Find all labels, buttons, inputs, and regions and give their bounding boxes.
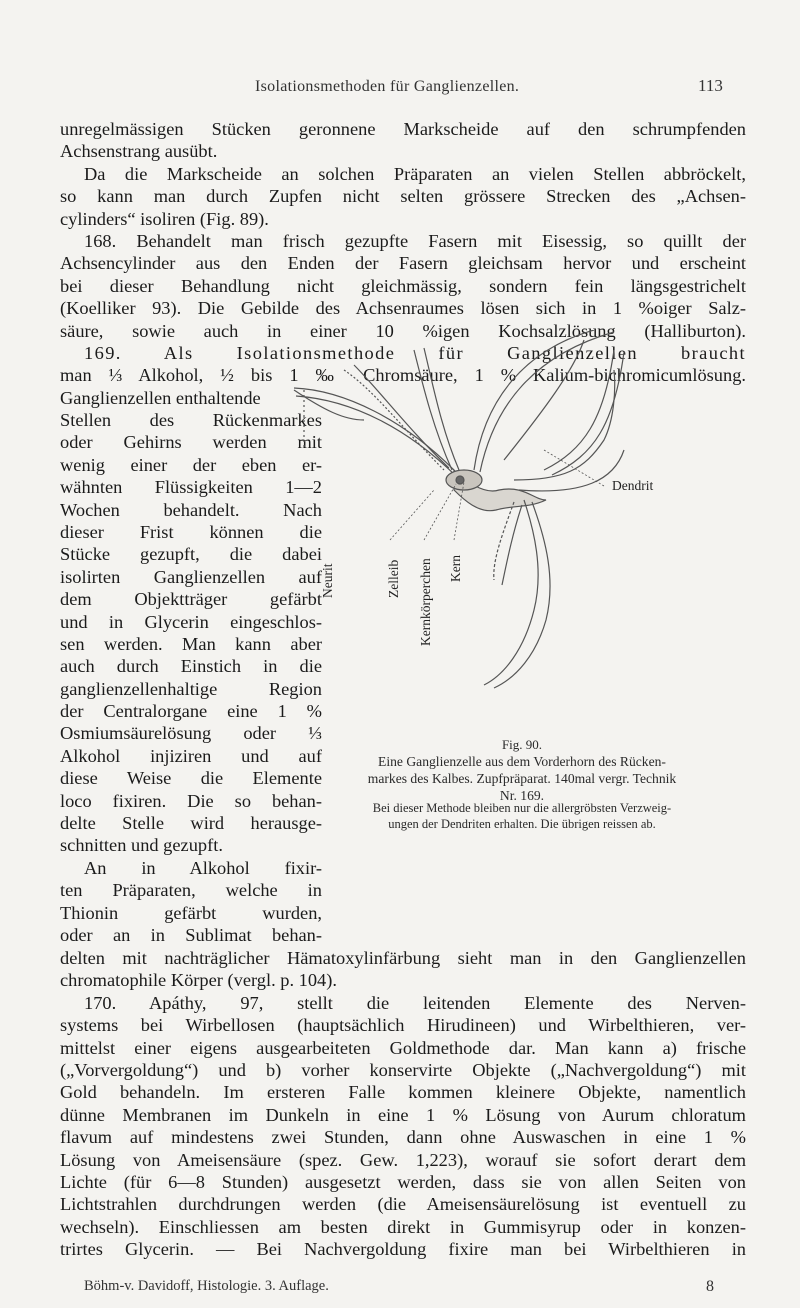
text-line: Ganglienzellen enthaltende (60, 387, 261, 408)
text-line: („Vorvergoldung“) und b) vorher konservirte Objekte („Nachvergoldung“) mit (60, 1059, 746, 1080)
text-line: cylinders“ isoliren (Fig. 89). (60, 208, 269, 229)
text-line: bei dieser Behandlung nicht gleichmässig, sondern fein längsgestrichelt (60, 275, 746, 296)
caption-line: Eine Ganglienzelle aus dem Vorderhorn des Rücken- (378, 754, 666, 769)
text-line: isolirten Ganglienzellen auf (60, 566, 322, 587)
ganglion-cell-drawing (284, 330, 754, 690)
column-text-block (60, 409, 322, 946)
label-zelleib: Zelleib (386, 559, 401, 598)
text-line: 170. Apáthy, 97, stellt die leitenden Elemente des Nerven- (84, 992, 746, 1013)
figure-number: Fig. 90. (501, 737, 543, 752)
label-dendrit: Dendrit (612, 478, 654, 493)
text-line: und in Glycerin eingeschlos- (60, 611, 322, 632)
text-line: diese Weise die Elemente (60, 768, 322, 789)
text-line: Achsencylinder aus den Enden der Fasern gleichsam hervor und erscheint (60, 253, 746, 274)
ganglion-cell-figure (284, 330, 754, 690)
text-line: 168. Behandelt man frisch gezupfte Fasern mit Eisessig, so quillt der (84, 230, 746, 251)
text-line: auch durch Einstich in die (60, 656, 322, 677)
label-kernkoerperchen: Kernkörperchen (418, 558, 433, 646)
text-line: mittelst einer eigens ausgearbeiteten Goldmethode dar. Man kann a) frische (60, 1037, 746, 1058)
text-line: oder Gehirns werden mit (60, 432, 322, 453)
text-line: der Centralorgane eine 1 % (60, 701, 322, 722)
text-line: Alkohol injiziren und auf (60, 745, 322, 766)
text-line: dieser Frist können die (60, 521, 322, 542)
figure-note (322, 800, 722, 832)
running-title: Isolationsmethoden für Ganglienzellen. (255, 78, 520, 95)
text-line: loco fixiren. Die so behan- (60, 790, 322, 811)
lower-text-block (60, 947, 746, 1260)
text-line: Wochen behandelt. Nach (60, 499, 322, 520)
text-line: Stücke gezupft, die dabei (60, 544, 322, 565)
text-line: säure, sowie auch in einer 10 %igen Kochsalzlösung (Halliburton). (60, 320, 746, 341)
text-line: Stellen des Rückenmarkes (60, 410, 322, 430)
label-kern: Kern (448, 555, 463, 582)
text-line: Lösung von Ameisensäure (spez. Gew. 1,223), worauf sie sofort derart dem (60, 1149, 746, 1170)
text-line: Osmiumsäurelösung oder ⅓ (60, 723, 322, 744)
text-line: wechseln). Einschliessen am besten direkt in Gummisyrup oder in konzen- (60, 1216, 746, 1237)
page-footer (84, 1278, 714, 1295)
text-line: systems bei Wirbellosen (hauptsächlich Hirudineen) und Wirbelthieren, ver- (60, 1015, 746, 1036)
text-line: wenig einer der eben er- (60, 454, 322, 475)
text-line: man ⅓ Alkohol, ½ bis 1 ‰ Chromsäure, 1 % Kalium-bichromicumlösung. (60, 365, 746, 386)
signature-mark: 8 (706, 1278, 714, 1295)
caption-line: markes des Kalbes. Zupfpräparat. 140mal vergr. Technik (367, 771, 677, 786)
caption-line: Nr. 169. (499, 788, 545, 803)
text-line: ten Präparaten, welche in (60, 880, 322, 901)
text-line: schnitten und gezupft. (60, 835, 223, 856)
note-line: ungen der Dendriten erhalten. Die übrigen reissen ab. (388, 817, 656, 831)
text-line: Lichte (für 6—8 Stunden) ausgesetzt werden, dass sie von allen Seiten von (60, 1171, 746, 1192)
text-line: unregelmässigen Stücken geronnene Markscheide auf den schrumpfenden (60, 119, 746, 139)
text-line: (Koelliker 93). Die Gebilde des Achsenraumes lösen sich in 1 %oiger Salz- (60, 298, 746, 319)
text-line: Gold behandeln. Im ersteren Falle kommen kleinere Objekte, namentlich (60, 1082, 746, 1103)
text-line: Achsenstrang ausübt. (60, 141, 218, 162)
text-line: trirtes Glycerin. — Bei Nachvergoldung fixire man bei Wirbelthieren in (60, 1239, 746, 1260)
text-line: dem Objektträger gefärbt (60, 589, 322, 610)
note-line: Bei dieser Methode bleiben nur die allergröbsten Verzweig- (372, 801, 672, 815)
text-line: dünne Membranen im Dunkeln in eine 1 % Lösung von Aurum chloratum (60, 1104, 746, 1125)
text-line: flavum auf mindestens zwei Stunden, dann ohne Auswaschen in eine 1 % (60, 1127, 746, 1148)
text-line: oder an in Sublimat behan- (60, 924, 322, 945)
footer-citation: Böhm-v. Davidoff, Histologie. 3. Auflage. (84, 1278, 329, 1294)
text-line: Lichtstrahlen durchdrungen werden (die Ameisensäurelösung ist eventuell zu (60, 1194, 746, 1215)
text-line: chromatophile Körper (vergl. p. 104). (60, 970, 337, 991)
text-line: An in Alkohol fixir- (84, 857, 322, 878)
text-line: 169. Als Isolationsmethode für Ganglienzellen braucht (84, 342, 746, 363)
text-line: delten mit nachträglicher Hämatoxylinfärbung sieht man in den Ganglienzellen (60, 948, 746, 968)
label-neurit: Neurit (320, 563, 335, 598)
page-number: 113 (698, 76, 723, 95)
figure-caption (322, 736, 722, 804)
text-line: so kann man durch Zupfen nicht selten grössere Strecken des „Achsen- (60, 186, 746, 207)
text-line: ganglienzellenhaltige Region (60, 678, 322, 699)
text-line: delte Stelle wird herausge- (60, 813, 322, 834)
text-line: Da die Markscheide an solchen Präparaten an vielen Stellen abbröckelt, (84, 163, 746, 184)
text-line: sen werden. Man kann aber (60, 633, 322, 654)
text-line: Thionin gefärbt wurden, (60, 902, 322, 923)
text-line: wähnten Flüssigkeiten 1—2 (60, 477, 322, 498)
